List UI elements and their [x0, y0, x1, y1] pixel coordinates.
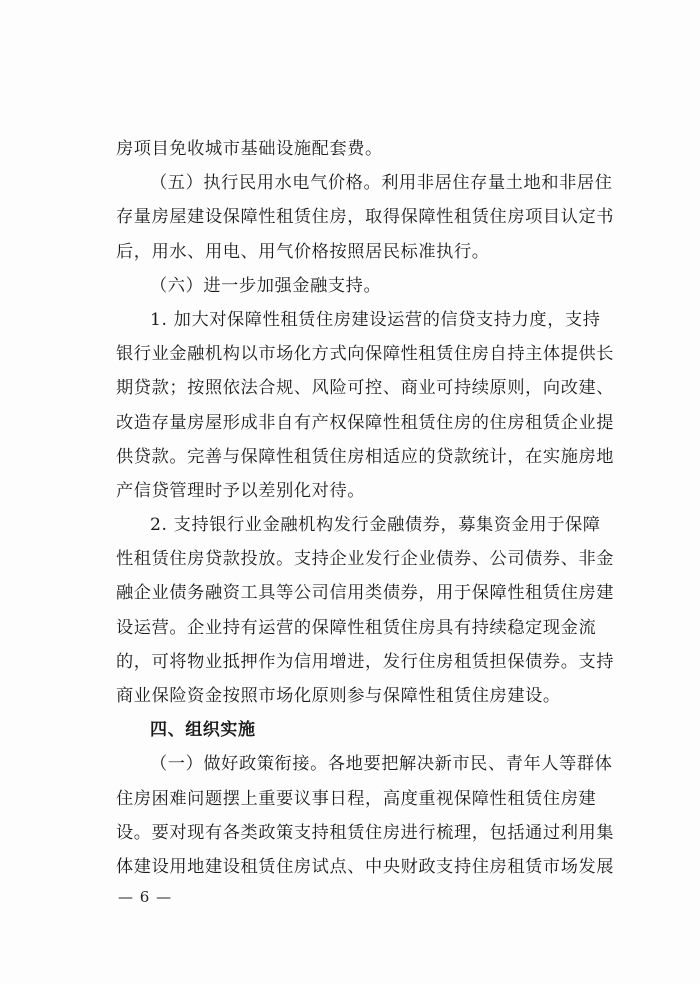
text-line: （六）进一步加强金融支持。 [150, 275, 382, 296]
text-line: 设运营。企业持有运营的保障性租赁住房具有持续稳定现金流 [116, 617, 597, 638]
text-line: 改造存量房屋形成非自有产权保障性租赁住房的住房租赁企业提 [116, 412, 615, 433]
text-line: 供贷款。完善与保障性租赁住房相适应的贷款统计，在实施房地 [116, 446, 615, 467]
text-line: 设。要对现有各类政策支持租赁住房进行梳理，包括通过利用集 [116, 822, 615, 843]
text-line: 体建设用地建设租赁住房试点、中央财政支持住房租赁市场发展 [116, 856, 615, 877]
text-line: 1. 加大对保障性租赁住房建设运营的信贷支持力度，支持 [150, 309, 601, 330]
text-line: 住房困难问题摆上重要议事日程，高度重视保障性租赁住房建 [116, 788, 597, 809]
page-number: — 6 — [118, 888, 173, 906]
section-heading: 四、组织实施 [150, 720, 256, 741]
text-line: （五）执行民用水电气价格。利用非居住存量土地和非居住 [150, 173, 613, 194]
text-line: 商业保险资金按照市场化原则参与保障性租赁住房建设。 [116, 686, 561, 706]
text-line: 的，可将物业抵押作为信用增进，发行住房租赁担保债券。支持 [116, 651, 615, 672]
text-line: 房项目免收城市基础设施配套费。 [116, 139, 383, 159]
text-line: 性租赁住房贷款投放。支持企业发行企业债券、公司债券、非金 [116, 549, 615, 570]
text-line: 银行业金融机构以市场化方式向保障性租赁住房自持主体提供长 [116, 344, 615, 365]
document-body [116, 132, 646, 884]
text-line: 后，用水、用电、用气价格按照居民标准执行。 [116, 241, 490, 262]
text-line: 2. 支持银行业金融机构发行金融债券，募集资金用于保障 [150, 515, 601, 536]
text-line: 存量房屋建设保障性租赁住房，取得保障性租赁住房项目认定书 [116, 207, 615, 228]
text-line: 期贷款；按照依法合规、风险可控、商业可持续原则，向改建、 [116, 378, 615, 399]
text-line: 融企业债务融资工具等公司信用类债券，用于保障性租赁住房建 [116, 583, 615, 604]
text-line: （一）做好政策衔接。各地要把解决新市民、青年人等群体 [150, 754, 613, 775]
text-line: 产信贷管理时予以差别化对待。 [116, 480, 366, 501]
